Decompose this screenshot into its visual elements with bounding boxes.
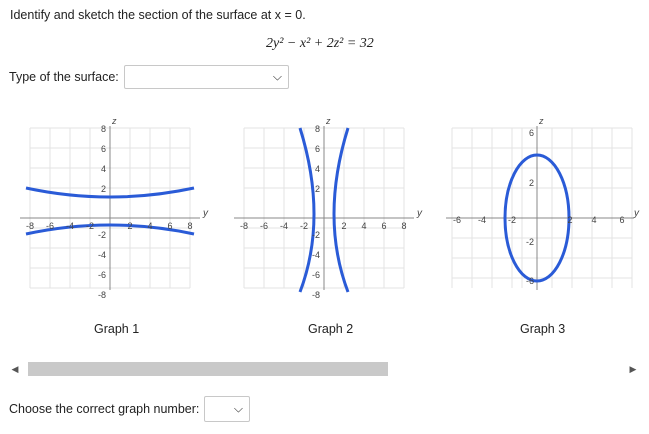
graph-2-ytick: 8	[314, 124, 320, 134]
graph-2-ytick: -6	[311, 270, 320, 280]
graph-2-right-curve	[334, 128, 348, 292]
graph-3	[442, 108, 642, 308]
graph-1-caption: Graph 1	[94, 322, 140, 336]
graph-2-ytick: 6	[314, 144, 320, 154]
scrollbar-thumb[interactable]	[28, 362, 388, 376]
graph-1-xtick: 2	[127, 221, 133, 231]
graph-3-ytick: 6	[528, 128, 534, 138]
equation: 2y² − x² + 2z² = 32	[266, 36, 374, 51]
graph-1-ytick: -4	[97, 250, 106, 260]
graph-2-xtick: 8	[401, 221, 407, 231]
graph-1-xtick: 4	[147, 221, 153, 231]
graph-1-xtick: -6	[45, 221, 55, 231]
graph-1-xtick: -4	[65, 221, 75, 231]
graph-2-caption: Graph 2	[308, 322, 354, 336]
graph-2-ytick: -2	[311, 230, 320, 240]
graph-3-xtick: 2	[567, 215, 573, 225]
graph-2-ytick: -4	[311, 250, 320, 260]
graph-2-ytick: -8	[311, 290, 320, 300]
graph-2	[224, 108, 424, 308]
graph-3-ytick: -2	[525, 237, 534, 247]
graph-2-xtick: 4	[361, 221, 367, 231]
graph-1	[10, 108, 210, 308]
graph-1-ytick: 2	[100, 184, 106, 194]
graph-1-x-label: y	[203, 208, 208, 219]
graph-1-xtick: 6	[167, 221, 173, 231]
graph-3-caption: Graph 3	[520, 322, 566, 336]
graph-3-xtick: 6	[619, 215, 625, 225]
graph-1-y-label: z	[112, 116, 117, 126]
graph-1-xtick: -8	[25, 221, 35, 231]
surface-type-select[interactable]	[124, 65, 289, 89]
graph-number-select[interactable]	[204, 396, 250, 422]
graph-2-xtick: -8	[239, 221, 249, 231]
graph-3-x-label: y	[634, 208, 639, 219]
graph-2-xtick: -4	[279, 221, 289, 231]
graph-2-ytick: 2	[314, 184, 320, 194]
graph-3-grid	[452, 128, 632, 288]
graph-1-ytick: 6	[100, 144, 106, 154]
chevron-down-icon: ⌵	[233, 401, 243, 416]
graph-2-y-label: z	[326, 116, 331, 126]
question-prompt: Identify and sketch the section of the surface at x = 0.	[10, 8, 306, 22]
graph-3-ytick: -6	[525, 276, 534, 286]
graph-3-xtick: -4	[477, 215, 487, 225]
graph-3-xtick: -2	[507, 215, 517, 225]
graph-2-left-curve	[300, 128, 314, 292]
graph-3-xtick: 4	[591, 215, 597, 225]
horizontal-scrollbar[interactable]	[8, 362, 640, 376]
answer-label: Choose the correct graph number:	[9, 402, 200, 416]
graph-3-y-label: z	[539, 116, 544, 126]
graph-2-xtick: -2	[299, 221, 309, 231]
graph-2-xtick: 6	[381, 221, 387, 231]
scroll-left-icon[interactable]: ◀	[11, 364, 19, 374]
surface-type-label: Type of the surface:	[9, 70, 119, 84]
chevron-down-icon: ⌵	[272, 69, 282, 84]
graph-1-xtick: 8	[187, 221, 193, 231]
graph-1-ytick: 4	[100, 164, 106, 174]
graph-1-ytick: 8	[100, 124, 106, 134]
graph-2-x-label: y	[417, 208, 422, 219]
graph-3-xtick: -6	[452, 215, 462, 225]
graph-1-ytick: -2	[97, 230, 106, 240]
graph-2-xtick: -6	[259, 221, 269, 231]
graph-2-ytick: 4	[314, 164, 320, 174]
graph-1-xtick: -2	[85, 221, 95, 231]
scroll-right-icon[interactable]: ▶	[629, 364, 637, 374]
graph-2-xtick: 2	[341, 221, 347, 231]
graph-1-ytick: -8	[97, 290, 106, 300]
graph-1-ytick: -6	[97, 270, 106, 280]
graph-3-ytick: 2	[528, 178, 534, 188]
